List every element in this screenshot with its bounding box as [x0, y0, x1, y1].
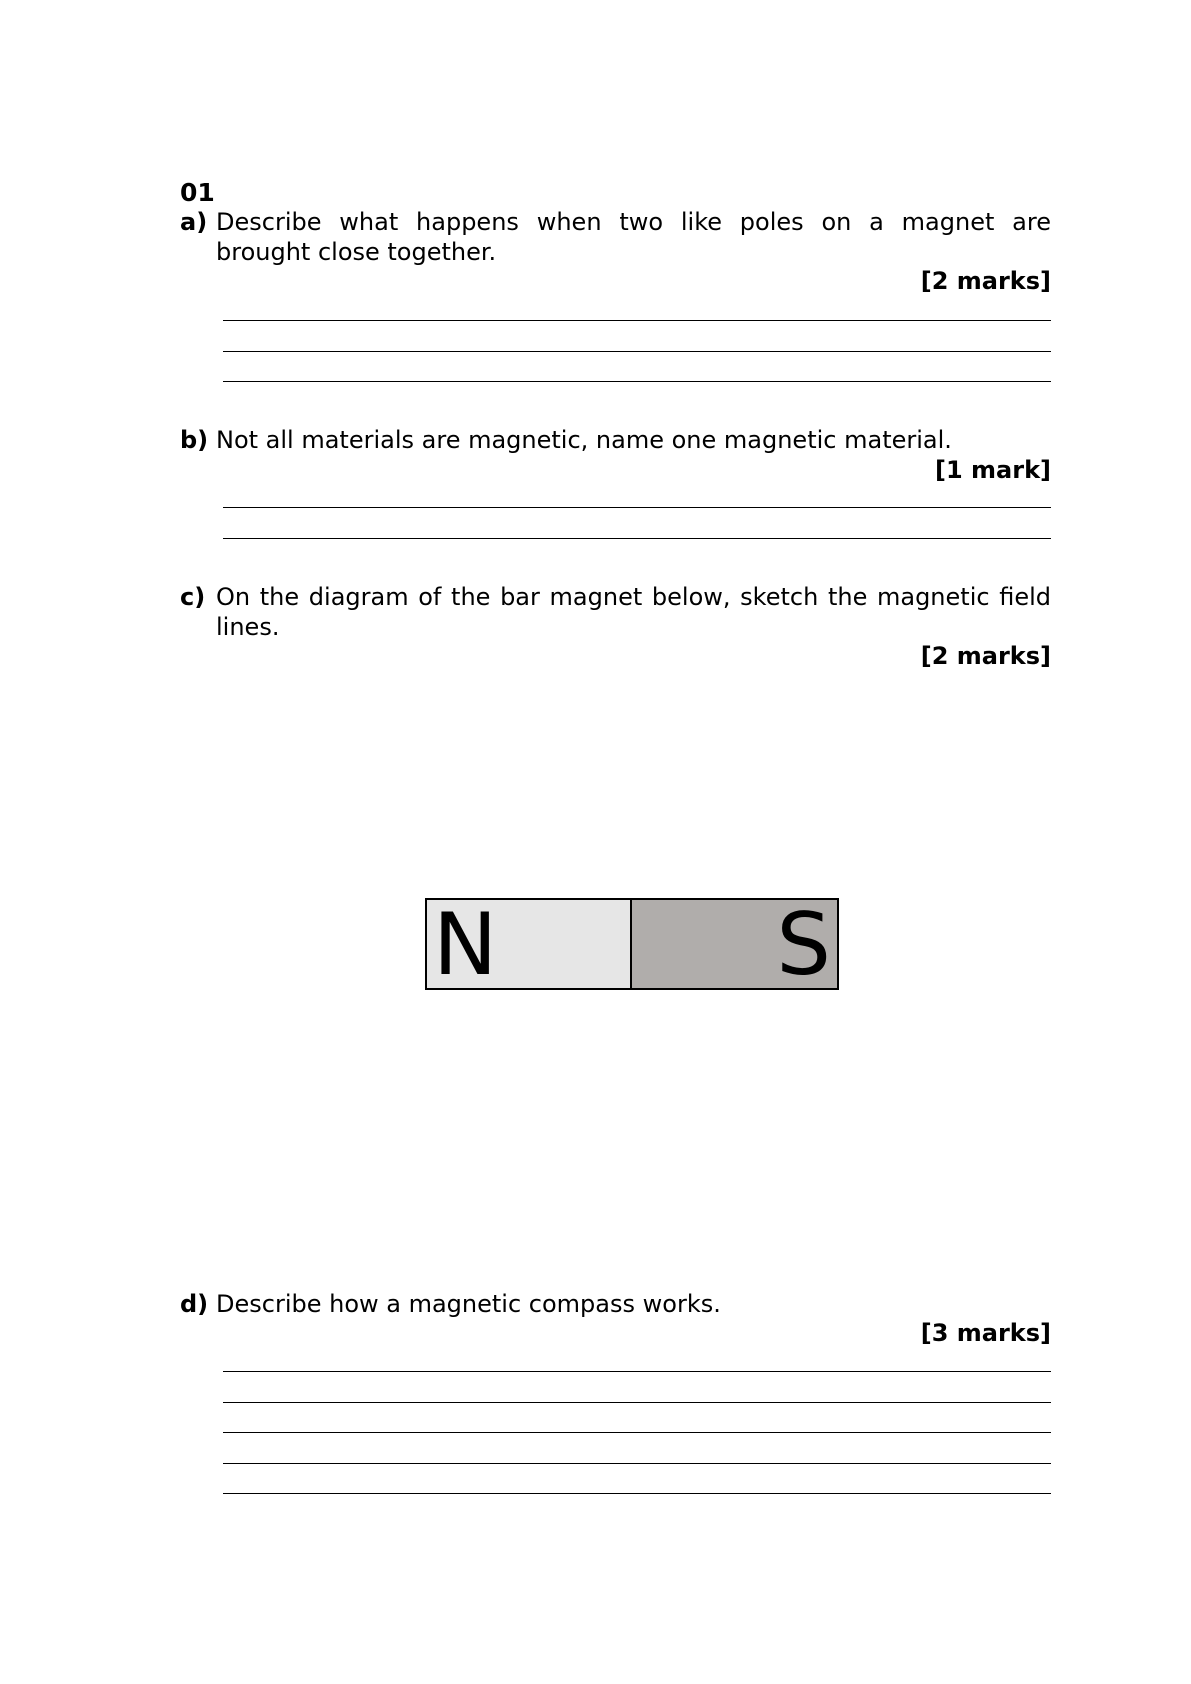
part-text-a: Describe what happens when two like poles on a magnet are brought close together. [216, 208, 1051, 266]
question-part-c [180, 582, 1051, 642]
answer-line-d-5[interactable] [223, 1493, 1051, 1494]
north-pole [427, 895, 632, 995]
part-text-d: Describe how a magnetic compass works. [216, 1290, 721, 1318]
answer-line-d-1[interactable] [223, 1371, 1051, 1372]
answer-line-b-2[interactable] [223, 538, 1051, 539]
part-label-c: c) [180, 583, 206, 611]
marks-b: [1 mark] [935, 456, 1051, 484]
marks-d: [3 marks] [920, 1319, 1051, 1347]
answer-line-b-1[interactable] [223, 507, 1051, 508]
answer-line-a-3[interactable] [223, 381, 1051, 382]
part-text-b: Not all materials are magnetic, name one magnetic material. [216, 426, 952, 454]
question-part-a [180, 207, 1051, 267]
part-label-a: a) [180, 208, 208, 236]
question-part-d [180, 1289, 1051, 1319]
answer-line-d-3[interactable] [223, 1432, 1051, 1433]
answer-line-a-1[interactable] [223, 320, 1051, 321]
marks-a: [2 marks] [920, 267, 1051, 295]
part-label-d: d) [180, 1290, 209, 1318]
part-text-c: On the diagram of the bar magnet below, sketch the magnetic field lines. [216, 583, 1051, 641]
question-number: 01 [180, 178, 215, 207]
part-label-b: b) [180, 426, 209, 454]
south-pole-label: S [776, 895, 831, 995]
bar-magnet-diagram [425, 895, 839, 995]
answer-line-d-2[interactable] [223, 1402, 1051, 1403]
south-pole [632, 895, 837, 995]
question-part-b [180, 425, 1051, 455]
marks-c: [2 marks] [920, 642, 1051, 670]
answer-line-a-2[interactable] [223, 351, 1051, 352]
north-pole-label: N [433, 895, 498, 995]
answer-line-d-4[interactable] [223, 1463, 1051, 1464]
